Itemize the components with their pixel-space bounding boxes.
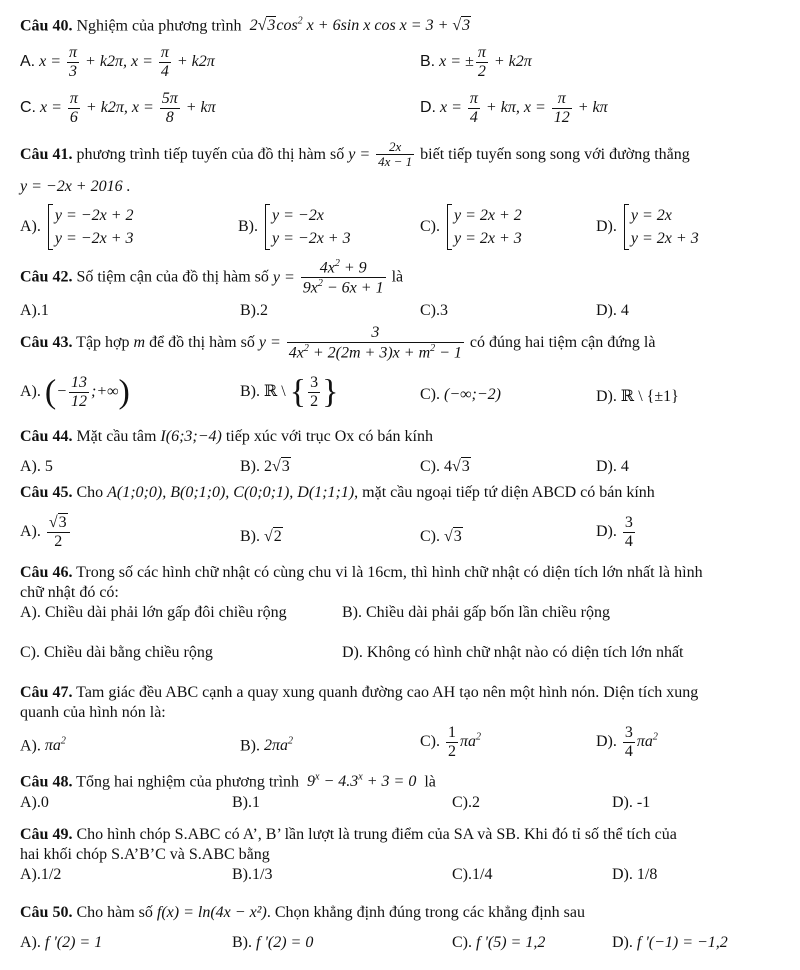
q50-option-a[interactable]: A). f '(2) = 1: [20, 934, 103, 951]
q49-stem-line2: hai khối chóp S.A’B’C và S.ABC bằng: [20, 846, 270, 863]
q41-option-c[interactable]: C). y = 2x + 2 y = 2x + 3: [420, 204, 522, 250]
q47-stem-line2: quanh của hình nón là:: [20, 704, 166, 721]
q50-option-c[interactable]: C). f '(5) = 1,2: [452, 934, 546, 951]
q43-option-b[interactable]: B). ℝ \ { $\frac{3}{2}$ }: [240, 373, 339, 411]
q42-label: Câu 42.: [20, 268, 73, 286]
q42-option-d[interactable]: D). 4: [596, 302, 629, 319]
q47-option-c[interactable]: C). $\frac{1}{2}$ $\pi a^2$: [420, 724, 482, 760]
q45-stem: Câu 45. Cho A(1;0;0), B(0;1;0), C(0;0;1), D(1;1;1), mặt cầu ngoại tiếp tứ diện ABCD có bán kính: [20, 484, 655, 501]
q42-stem: Câu 42. Số tiệm cận của đồ thị hàm số y = $\frac{4x^2 + 9}{9x^2 - 6x + 1}$ là: [20, 258, 404, 297]
q44-option-a[interactable]: A). 5: [20, 458, 53, 475]
q48-label: Câu 48.: [20, 773, 73, 791]
q45-option-b[interactable]: B). √2: [240, 528, 282, 545]
q49-stem: Câu 49. Cho hình chóp S.ABC có A’, B’ lần lượt là trung điểm của SA và SB. Khi đó tỉ số thể tích của: [20, 826, 677, 843]
q46-option-d[interactable]: D). Không có hình chữ nhật nào có diện tích lớn nhất: [342, 644, 684, 661]
q49-option-a[interactable]: A).1/2: [20, 866, 62, 883]
q41-stem: Câu 41. phương trình tiếp tuyến của đồ thị hàm số y = $\frac{2x}{4x - 1}$ biết tiếp tuyến song song với đường thẳng: [20, 139, 690, 170]
q48-option-c[interactable]: C).2: [452, 794, 480, 811]
q45-label: Câu 45.: [20, 484, 73, 501]
q48-option-d[interactable]: D). -1: [612, 794, 651, 811]
q40-label: Câu 40.: [20, 17, 73, 35]
q41-line2: y = −2x + 2016 .: [20, 178, 131, 195]
q48-equation: $9^x - 4.3^x + 3 = 0$: [303, 772, 421, 791]
q46-stem-line2: chữ nhật đó có:: [20, 584, 119, 601]
q43-option-c[interactable]: C). (−∞;−2): [420, 386, 501, 403]
q41-label: Câu 41.: [20, 145, 73, 163]
q40-stem: [20, 16, 471, 35]
q40-option-b[interactable]: B. x = ± $\frac{\pi}{2}$ + k2π: [420, 44, 532, 80]
q48-option-b[interactable]: B).1: [232, 794, 260, 811]
q46-option-b[interactable]: B). Chiều dài phải gấp bốn lần chiều rộng: [342, 604, 610, 621]
q45-option-c[interactable]: C). √3: [420, 528, 462, 545]
q47-option-b[interactable]: B). $2\pi a^2$: [240, 736, 294, 755]
q45-option-a[interactable]: A). $\frac{√3}{2}$: [20, 514, 72, 551]
q48-option-a[interactable]: A).0: [20, 794, 49, 811]
q50-stem: Câu 50. Cho hàm số f(x) = ln(4x − x²). Chọn khẳng định đúng trong các khẳng định sau: [20, 904, 585, 921]
q47-option-a[interactable]: A). $\pi a^2$: [20, 736, 66, 755]
q46-option-a[interactable]: A). Chiều dài phải lớn gấp đôi chiều rộng: [20, 604, 287, 621]
q42-option-a[interactable]: A).1: [20, 302, 49, 319]
q50-option-d[interactable]: D). f '(−1) = −1,2: [612, 934, 728, 951]
q40-option-a[interactable]: A. x = $\frac{\pi}{3}$ + k2π, x = $\frac{\pi}{4}$ + k2π: [20, 44, 215, 80]
q45-points: A(1;0;0), B(0;1;0), C(0;0;1), D(1;1;1): [107, 484, 355, 501]
q44-center: I(6;3;−4): [160, 428, 222, 445]
q47-option-d[interactable]: D). $\frac{3}{4}$ $\pi a^2$: [596, 724, 658, 760]
q44-stem: Câu 44. Mặt cầu tâm I(6;3;−4) tiếp xúc với trục Ox có bán kính: [20, 428, 433, 445]
q47-stem: Câu 47. Tam giác đều ABC cạnh a quay xung quanh đường cao AH tạo nên một hình nón. Diện tích xung: [20, 684, 699, 701]
q50-label: Câu 50.: [20, 904, 73, 921]
q47-label: Câu 47.: [20, 684, 73, 701]
q41-option-d[interactable]: D). y = 2x y = 2x + 3: [596, 204, 699, 250]
q40-option-c[interactable]: C. x = $\frac{\pi}{6}$ + k2π, x = $\frac{5\pi}{8}$ + kπ: [20, 90, 216, 126]
q45-option-d[interactable]: D). $\frac{3}{4}$: [596, 514, 633, 550]
q42-option-c[interactable]: C).3: [420, 302, 448, 319]
q44-option-c[interactable]: C). 4√3: [420, 458, 470, 475]
q50-function: f(x) = ln(4x − x²): [156, 904, 267, 921]
q43-stem: Câu 43. Tập hợp m để đồ thị hàm số y = $\frac{3}{4x^2 + 2(2m + 3)x + m^2 - 1}$ có đúng hai tiệm cận đứng là: [20, 324, 656, 361]
q49-label: Câu 49.: [20, 826, 73, 843]
q43-option-a[interactable]: A). (− $\frac{13}{12}$ ;+∞): [20, 373, 130, 411]
q43-label: Câu 43.: [20, 333, 73, 351]
q46-label: Câu 46.: [20, 564, 73, 581]
q41-option-a[interactable]: A). y = −2x + 2 y = −2x + 3: [20, 204, 133, 250]
q50-option-b[interactable]: B). f '(2) = 0: [232, 934, 314, 951]
q42-option-b[interactable]: B).2: [240, 302, 268, 319]
q43-option-d[interactable]: D). ℝ \ {±1}: [596, 388, 679, 405]
q40-option-d[interactable]: D. x = $\frac{\pi}{4}$ + kπ, x = $\frac{\pi}{12}$ + kπ: [420, 90, 608, 126]
q43-function: y = $\frac{3}{4x^2 + 2(2m + 3)x + m^2 - 1}$: [258, 324, 462, 361]
q46-stem: Câu 46. Trong số các hình chữ nhật có cùng chu vi là 16cm, thì hình chữ nhật có diện tích lớn nhất là hình: [20, 564, 703, 581]
q44-option-d[interactable]: D). 4: [596, 458, 629, 475]
q40-text: Nghiệm của phương trình: [76, 17, 242, 35]
q41-option-b[interactable]: B). y = −2x y = −2x + 3: [238, 204, 351, 250]
q49-option-d[interactable]: D). 1/8: [612, 866, 658, 883]
q41-function: y = $\frac{2x}{4x - 1}$: [348, 139, 413, 170]
q48-stem: Câu 48. Tổng hai nghiệm của phương trình $9^x - 4.3^x + 3 = 0$ là: [20, 772, 436, 791]
q44-option-b[interactable]: B). 2√3: [240, 458, 290, 475]
q42-function: y = $\frac{4x^2 + 9}{9x^2 - 6x + 1}$: [272, 258, 384, 297]
q49-option-b[interactable]: B).1/3: [232, 866, 273, 883]
q49-option-c[interactable]: C).1/4: [452, 866, 493, 883]
q44-label: Câu 44.: [20, 428, 73, 445]
q40-equation: $2√3\cos^2$ x + 6sin x cos x = 3 + √3: [245, 16, 471, 35]
q46-option-c[interactable]: C). Chiều dài bằng chiều rộng: [20, 644, 213, 661]
